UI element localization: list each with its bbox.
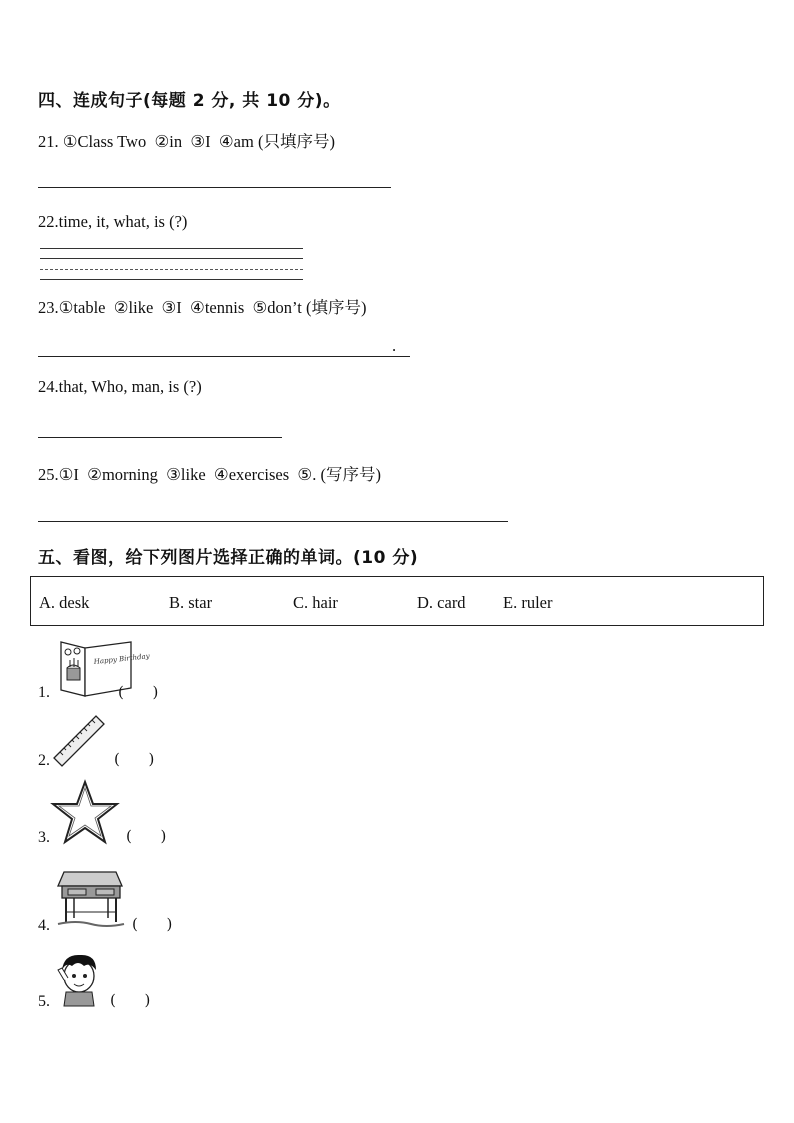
ruler-icon [52,712,108,768]
answer-line-25[interactable] [38,521,508,522]
item-2-answer[interactable]: ( ) [114,750,155,768]
option-e: E. ruler [503,593,553,612]
option-b: B. star [169,593,213,612]
question-25: 25.①I ②morning ③like ④exercises ⑤. (写序号) [38,465,381,484]
section-4-title: 四、连成句子(每题 2 分, 共 10 分)。 [38,91,341,111]
item-1-answer[interactable]: ( ) [118,683,159,701]
item-3-number: 3. [38,829,50,846]
word-options-box [30,576,764,626]
item-4-answer[interactable]: ( ) [132,915,173,933]
question-21: 21. ①Class Two ②in ③I ④am (只填序号) [38,132,335,151]
question-24: 24.that, Who, man, is (?) [38,377,202,396]
answer-line-23[interactable] [38,356,410,357]
item-2-number: 2. [38,752,50,769]
question-22: 22.time, it, what, is (?) [38,212,188,231]
item-4-number: 4. [38,917,50,934]
item-3-answer[interactable]: ( ) [126,827,167,845]
section-5-title: 五、看图，给下列图片选择正确的单词。(10 分) [38,548,419,568]
item-5-number: 5. [38,993,50,1010]
item-5-answer[interactable]: ( ) [110,991,151,1009]
item-1-number: 1. [38,684,50,701]
answer-line-21[interactable] [38,187,391,188]
option-a: A. desk [39,593,90,612]
answer-period-23: . [392,336,397,355]
question-23: 23.①table ②like ③I ④tennis ⑤don’t (填序号) [38,298,367,317]
star-icon [51,780,119,844]
answer-line-24[interactable] [38,437,282,438]
option-c: C. hair [293,593,338,612]
boy-hair-icon [52,950,104,1008]
option-d: D. card [417,593,466,612]
card-text: Happy Birthday [93,652,150,666]
desk-icon [56,866,126,930]
